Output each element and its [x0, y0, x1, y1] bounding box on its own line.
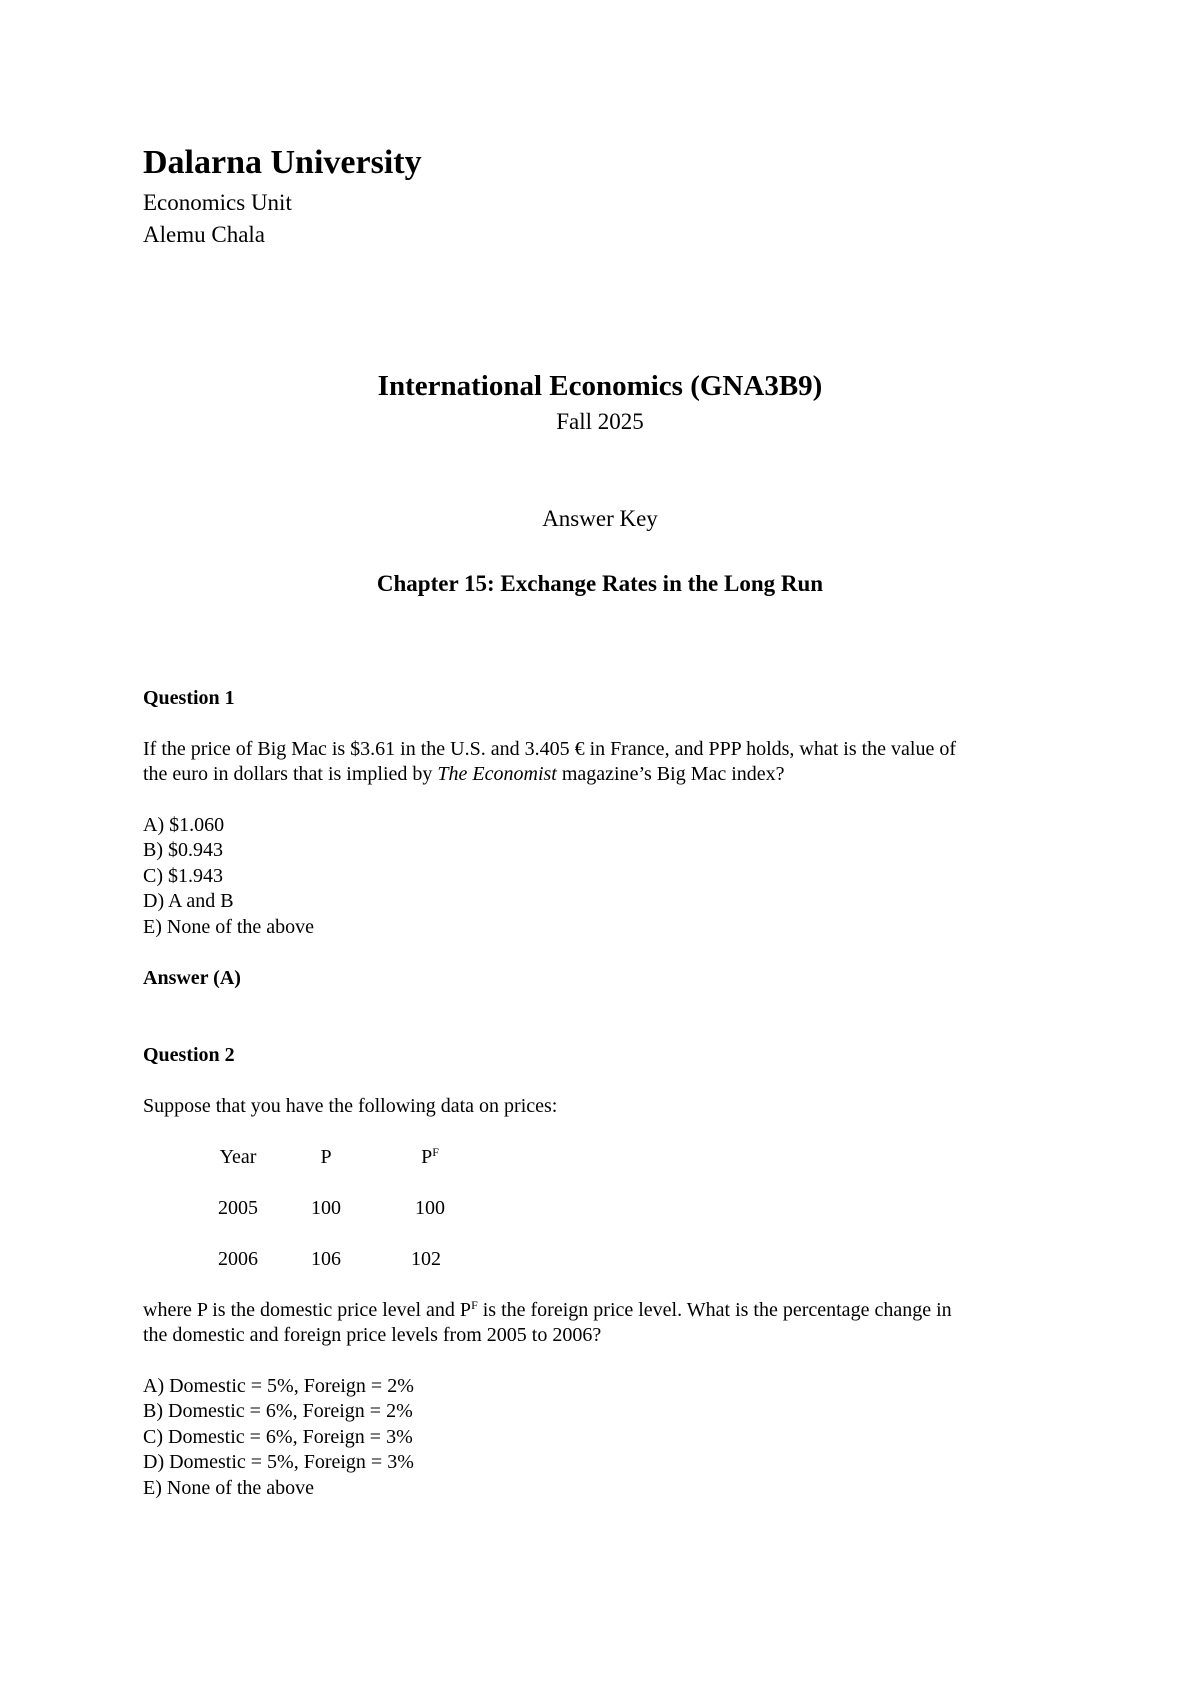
table-row2-pf: 102: [411, 1248, 441, 1270]
q2-option-d: D) Domestic = 5%, Foreign = 3%: [143, 1451, 414, 1473]
table-header-pf: $P^F$: [421, 1145, 439, 1168]
q1-option-e: E) None of the above: [143, 916, 315, 938]
doc-type: Answer Key: [542, 506, 658, 531]
q2-option-e: E) None of the above: [143, 1477, 315, 1499]
question1-answer: Answer (A): [143, 967, 241, 989]
question2-after-line1: where P is the domestic price level and $P^F$ is the foreign price level. What is the percentage change in: [143, 1298, 952, 1321]
q1-option-c: C) $1.943: [143, 865, 223, 887]
unit-name: Economics Unit: [143, 190, 292, 215]
question1-line2: [143, 762, 785, 787]
question2-heading: Question 2: [143, 1044, 235, 1066]
q2-option-a: A) Domestic = 5%, Foreign = 2%: [143, 1375, 414, 1397]
table-header-p: P: [320, 1146, 332, 1168]
table-header-year: Year: [219, 1146, 257, 1168]
table-row2-p: 106: [311, 1248, 341, 1270]
chapter-title: Chapter 15: Exchange Rates in the Long Run: [376, 571, 824, 596]
question2-intro: Suppose that you have the following data on prices:: [143, 1095, 558, 1117]
university-name: Dalarna University: [143, 144, 422, 181]
question1-line2-post: magazine’s Big Mac index?: [556, 763, 785, 785]
q1-option-a: A) $1.060: [143, 814, 225, 836]
question2-after-line2: the domestic and foreign price levels from 2005 to 2006?: [143, 1324, 602, 1346]
term: Fall 2025: [556, 409, 644, 434]
q2-option-c: C) Domestic = 6%, Foreign = 3%: [143, 1426, 413, 1448]
table-row1-pf: 100: [415, 1197, 445, 1219]
question1-heading: Question 1: [143, 687, 235, 709]
table-row1-year: 2005: [218, 1197, 258, 1219]
magazine-name: The Economist: [437, 763, 557, 785]
question1-line1: If the price of Big Mac is $3.61 in the U.S. and 3.405 € in France, and PPP holds, what is the value of: [143, 738, 957, 760]
question1-line2-pre: the euro in dollars that is implied by: [143, 763, 438, 785]
table-row1-p: 100: [311, 1197, 341, 1219]
q1-option-d: D) A and B: [143, 890, 234, 912]
q1-option-b: B) $0.943: [143, 839, 223, 861]
author-name: Alemu Chala: [143, 222, 265, 247]
course-title: International Economics (GNA3B9): [377, 370, 823, 402]
table-row2-year: 2006: [218, 1248, 258, 1270]
q2-option-b: B) Domestic = 6%, Foreign = 2%: [143, 1400, 413, 1422]
